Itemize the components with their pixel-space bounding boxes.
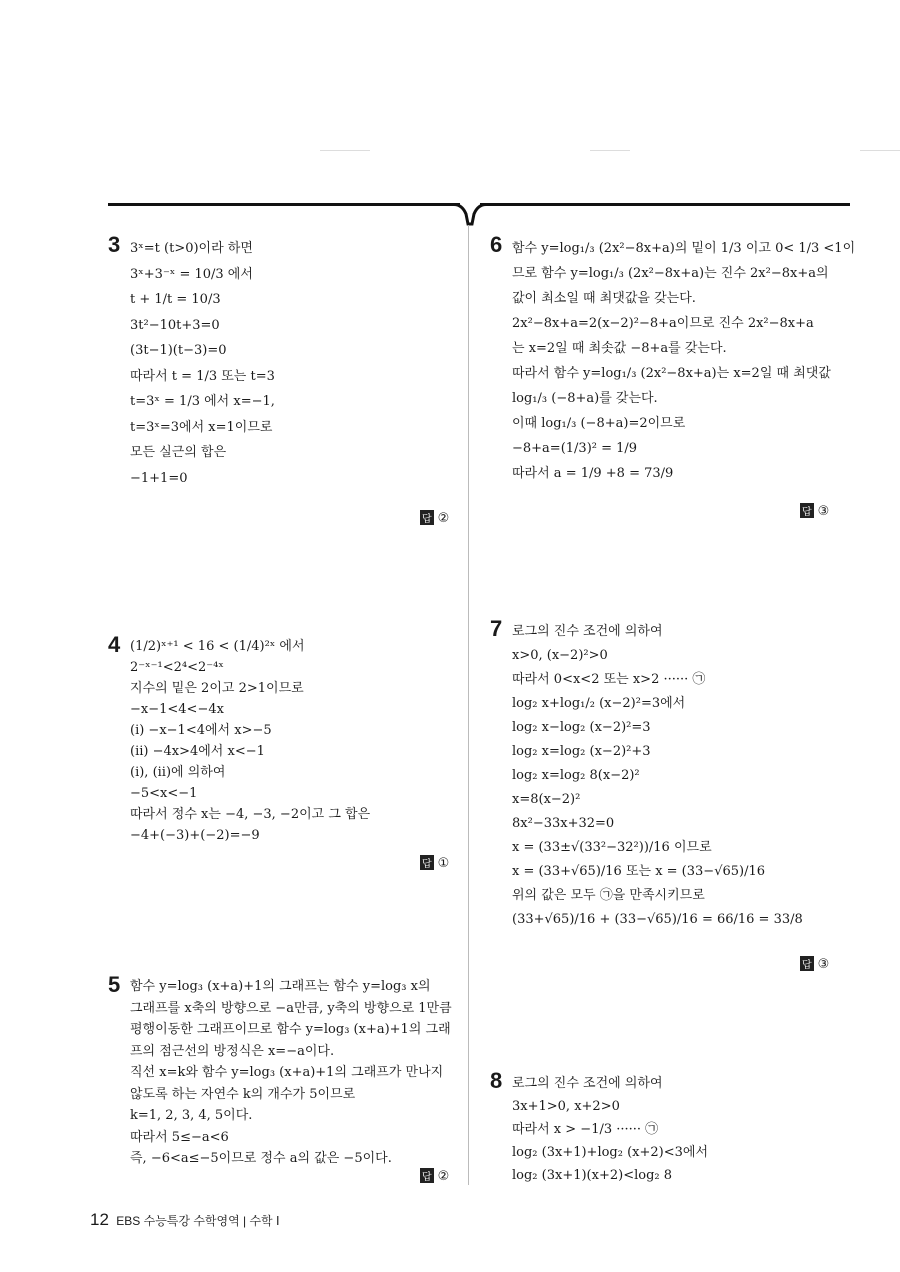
solution-line: −5<x<−1 bbox=[130, 786, 198, 801]
solution-line: 프의 점근선의 방정식은 x=−a이다. bbox=[130, 1043, 335, 1059]
solution-line: 3x+1>0, x+2>0 bbox=[512, 1099, 620, 1114]
solution-line: 따라서 5≤−a<6 bbox=[130, 1129, 229, 1145]
answer-mark bbox=[420, 510, 449, 526]
scan-mark bbox=[860, 150, 900, 151]
solution-line: 그래프를 x축의 방향으로 −a만큼, y축의 방향으로 1만큼 bbox=[130, 1000, 452, 1016]
solution-7 bbox=[490, 616, 803, 932]
solution-line: log₁/₃ (−8+a)를 갖는다. bbox=[512, 391, 658, 406]
answer-choice: ③ bbox=[817, 957, 830, 972]
solution-line: 8x²−33x+32=0 bbox=[512, 816, 615, 831]
solution-line: −4+(−3)+(−2)=−9 bbox=[130, 828, 260, 843]
answer-label: 답 bbox=[420, 855, 434, 870]
solution-line: −x−1<4<−4x bbox=[130, 702, 224, 717]
solution-4 bbox=[108, 632, 371, 846]
solution-line: 따라서 x > −1/3 ······ ㉠ bbox=[512, 1122, 659, 1137]
solution-line: 이때 log₁/₃ (−8+a)=2이므로 bbox=[512, 416, 686, 431]
solution-line: log₂ x+log₁/₂ (x−2)²=3에서 bbox=[512, 696, 686, 711]
problem-number: 3 bbox=[108, 232, 121, 257]
problem-number: 6 bbox=[490, 232, 503, 257]
solution-line: 2⁻ˣ⁻¹<2⁴<2⁻⁴ˣ bbox=[130, 660, 224, 675]
solution-line: −8+a=(1/3)² = 1/9 bbox=[512, 441, 638, 456]
solution-line: 직선 x=k와 함수 y=log₃ (x+a)+1의 그래프가 만나지 bbox=[130, 1065, 444, 1080]
solution-line: 2x²−8x+a=2(x−2)²−8+a이므로 진수 2x²−8x+a bbox=[512, 316, 814, 331]
solution-line: 모든 실근의 합은 bbox=[130, 445, 227, 460]
solution-line: (3t−1)(t−3)=0 bbox=[130, 343, 227, 358]
solution-line: (33+√65)/16 + (33−√65)/16 = 66/16 = 33/8 bbox=[512, 912, 803, 927]
solution-line: log₂ (3x+1)+log₂ (x+2)<3에서 bbox=[512, 1145, 709, 1160]
solution-line: 함수 y=log₁/₃ (2x²−8x+a)의 밑이 1/3 이고 0< 1/3 <1이 bbox=[512, 241, 856, 256]
top-rule-left bbox=[108, 203, 460, 206]
solution-line: 따라서 t = 1/3 또는 t=3 bbox=[130, 368, 275, 384]
solution-line: 는 x=2일 때 최솟값 −8+a를 갖는다. bbox=[512, 341, 727, 356]
solution-3 bbox=[108, 232, 275, 491]
answer-label: 답 bbox=[420, 1168, 434, 1183]
problem-number: 8 bbox=[490, 1068, 503, 1093]
scan-mark bbox=[590, 150, 630, 151]
solution-line: k=1, 2, 3, 4, 5이다. bbox=[130, 1108, 253, 1123]
solution-line: 않도록 하는 자연수 k의 개수가 5이므로 bbox=[130, 1086, 356, 1102]
solution-line: 즉, −6<a≤−5이므로 정수 a의 값은 −5이다. bbox=[130, 1151, 392, 1166]
solution-line: 위의 값은 모두 ㉠을 만족시키므로 bbox=[512, 888, 705, 903]
page-number: 12 bbox=[90, 1210, 109, 1229]
solution-line: 지수의 밑은 2이고 2>1이므로 bbox=[130, 681, 304, 696]
solution-line: 3t²−10t+3=0 bbox=[130, 317, 220, 333]
solution-line: 로그의 진수 조건에 의하여 bbox=[512, 1076, 663, 1091]
solution-line: 평행이동한 그래프이므로 함수 y=log₃ (x+a)+1의 그래 bbox=[130, 1022, 451, 1037]
solution-line: 따라서 a = 1/9 +8 = 73/9 bbox=[512, 466, 674, 481]
solution-line: x=8(x−2)² bbox=[512, 792, 581, 807]
solution-line: t + 1/t = 10/3 bbox=[130, 292, 221, 307]
answer-choice: ③ bbox=[817, 504, 830, 519]
solution-line: log₂ x−log₂ (x−2)²=3 bbox=[512, 720, 651, 735]
solution-line: 로그의 진수 조건에 의하여 bbox=[512, 624, 663, 639]
solution-line: (ⅰ) −x−1<4에서 x>−5 bbox=[130, 723, 272, 738]
problem-number: 5 bbox=[108, 972, 121, 997]
answer-mark bbox=[800, 503, 829, 519]
problem-number: 7 bbox=[490, 616, 503, 641]
solution-line: log₂ (3x+1)(x+2)<log₂ 8 bbox=[512, 1168, 673, 1183]
book-title: EBS 수능특강 수학영역 | 수학 Ⅰ bbox=[116, 1214, 280, 1228]
problem-number: 4 bbox=[108, 632, 121, 657]
page-footer bbox=[90, 1210, 280, 1230]
solution-line: 3ˣ=t (t>0)이라 하면 bbox=[130, 241, 253, 256]
solution-line: (1/2)ˣ⁺¹ < 16 < (1/4)²ˣ 에서 bbox=[130, 639, 305, 654]
solution-line: log₂ x=log₂ (x−2)²+3 bbox=[512, 744, 651, 759]
solution-line: 함수 y=log₃ (x+a)+1의 그래프는 함수 y=log₃ x의 bbox=[130, 979, 431, 994]
answer-mark bbox=[420, 855, 449, 871]
solution-8 bbox=[490, 1068, 709, 1187]
answer-label: 답 bbox=[420, 510, 434, 525]
answer-choice: ② bbox=[437, 511, 450, 526]
solution-line: (ⅰ), (ⅱ)에 의하여 bbox=[130, 765, 226, 780]
scan-mark bbox=[320, 150, 370, 151]
solution-line: 따라서 0<x<2 또는 x>2 ······ ㉠ bbox=[512, 672, 706, 687]
solution-5 bbox=[108, 972, 452, 1170]
column-divider bbox=[468, 225, 469, 1185]
solution-line: t=3ˣ = 1/3 에서 x=−1, bbox=[130, 394, 275, 409]
solution-line: x = (33±√(33²−32²))/16 이므로 bbox=[512, 840, 712, 855]
solution-line: log₂ x=log₂ 8(x−2)² bbox=[512, 768, 640, 783]
solution-line: −1+1=0 bbox=[130, 470, 188, 486]
solution-line: (ⅱ) −4x>4에서 x<−1 bbox=[130, 744, 265, 759]
solution-line: 따라서 정수 x는 −4, −3, −2이고 그 합은 bbox=[130, 807, 371, 822]
answer-label: 답 bbox=[800, 956, 814, 971]
solution-line: x>0, (x−2)²>0 bbox=[512, 648, 608, 663]
solution-line: 값이 최소일 때 최댓값을 갖는다. bbox=[512, 291, 696, 306]
answer-mark bbox=[420, 1168, 449, 1184]
answer-choice: ① bbox=[437, 856, 450, 871]
solution-line: 므로 함수 y=log₁/₃ (2x²−8x+a)는 진수 2x²−8x+a의 bbox=[512, 266, 829, 281]
solution-line: x = (33+√65)/16 또는 x = (33−√65)/16 bbox=[512, 864, 766, 879]
solution-line: 3ˣ+3⁻ˣ = 10/3 에서 bbox=[130, 266, 253, 282]
top-rule-right bbox=[480, 203, 850, 206]
answer-choice: ② bbox=[437, 1169, 450, 1184]
solution-line: 따라서 함수 y=log₁/₃ (2x²−8x+a)는 x=2일 때 최댓값 bbox=[512, 366, 831, 381]
solution-line: t=3ˣ=3에서 x=1이므로 bbox=[130, 419, 273, 435]
solution-6 bbox=[490, 232, 856, 486]
answer-label: 답 bbox=[800, 503, 814, 518]
answer-mark bbox=[800, 956, 829, 972]
